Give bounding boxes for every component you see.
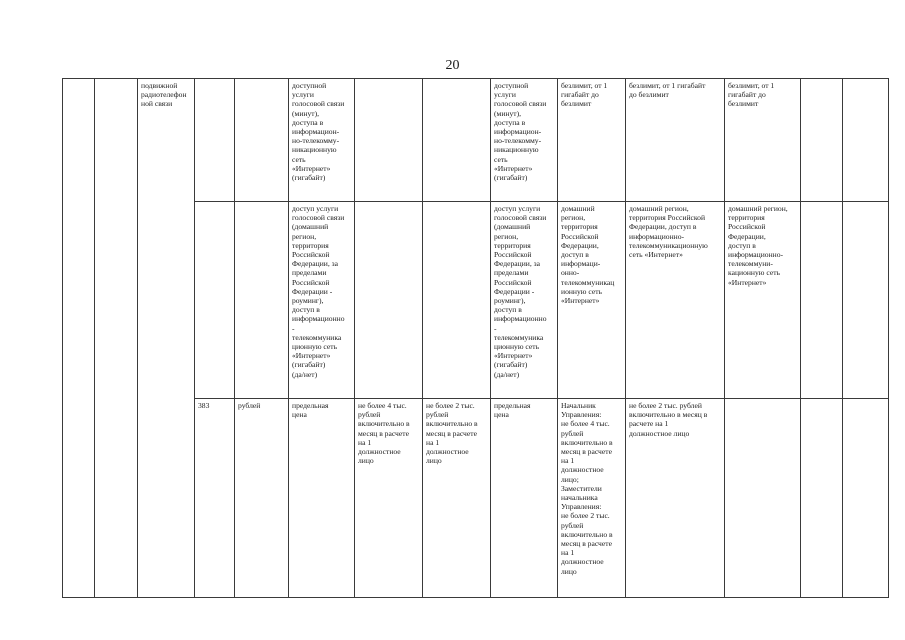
cell-value-deputy: не более 2 тыс. рублей включительно в месяц в расчете на 1 должностное лицо [423,399,491,598]
cell-value-3: безлимит, от 1 гигабайт до безлимит [725,79,801,202]
cell-extra-2 [843,79,889,202]
page-number: 20 [445,58,460,73]
cell-value-deputy [423,79,491,202]
cell-unit [235,79,289,202]
cell-extra-1 [801,399,843,598]
cell-value-1: безлимит, от 1 гигабайт до безлимит [558,79,626,202]
requirements-table [62,78,889,598]
cell-code [95,79,138,598]
cell-extra-2 [843,399,889,598]
table-row [63,79,889,202]
cell-characteristic-2: предельная цена [491,399,558,598]
cell-value-3 [725,399,801,598]
cell-okei-code [195,79,235,202]
cell-value-head [355,202,423,399]
cell-characteristic: предельная цена [289,399,355,598]
cell-service-name: подвижной радиотелефон ной связи [138,79,195,598]
cell-extra-1 [801,202,843,399]
cell-value-deputy [423,202,491,399]
cell-okei-code [195,202,235,399]
cell-unit: рублей [235,399,289,598]
cell-num [63,79,95,598]
cell-characteristic: доступной услуги голосовой связи (минут), доступа в информацион- но-телекомму- никационную сеть «Интернет» (гигабайт) [289,79,355,202]
cell-extra-1 [801,79,843,202]
cell-characteristic-2: доступной услуги голосовой связи (минут), доступа в информацион- но-телекомму- никационную сеть «Интернет» (гигабайт) [491,79,558,202]
cell-value-3: домашний регион, территория Российской Федерации, доступ в информационно- телекоммуни- кационную сеть «Интернет» [725,202,801,399]
cell-value-1: домашний регион, территория Российской Федерации, доступ в информаци- онно- телекоммуникац ионную сеть «Интернет» [558,202,626,399]
cell-value-2: не более 2 тыс. рублей включительно в месяц в расчете на 1 должностное лицо [626,399,725,598]
cell-value-2: домашний регион, территория Российской Федерации, доступ в информационно- телекоммуникационную сеть «Интернет» [626,202,725,399]
cell-unit [235,202,289,399]
cell-characteristic: доступ услуги голосовой связи (домашний регион, территория Российской Федерации, за пределами Российской Федерации - роуминг), доступ в информационно - телекоммуника ционную сеть «Интернет» (гигабайт) (да/нет) [289,202,355,399]
cell-value-head: не более 4 тыс. рублей включительно в месяц в расчете на 1 должностное лицо [355,399,423,598]
cell-value-head [355,79,423,202]
cell-value-1: Начальник Управления: не более 4 тыс. рублей включительно в месяц в расчете на 1 должностное лицо; Заместители начальника Управления: не более 2 тыс. рублей включительно в месяц в расчете на 1 должностное лицо [558,399,626,598]
cell-characteristic-2: доступ услуги голосовой связи (домашний регион, территория Российской Федерации, за пределами Российской Федерации - роуминг), доступ в информационно - телекоммуника ционную сеть «Интернет» (гигабайт) (да/нет) [491,202,558,399]
cell-okei-code: 383 [195,399,235,598]
cell-extra-2 [843,202,889,399]
cell-value-2: безлимит, от 1 гигабайт до безлимит [626,79,725,202]
